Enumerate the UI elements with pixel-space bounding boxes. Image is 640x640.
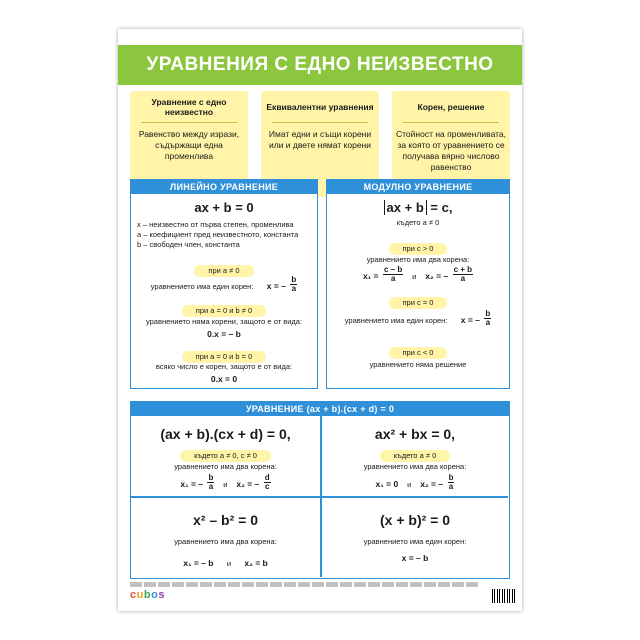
poster-title: УРАВНЕНИЯ С ЕДНО НЕИЗВЕСТНО: [118, 45, 522, 85]
case-formula: 0.x = – b: [207, 329, 241, 339]
modular-equation: ax + b = c,: [327, 200, 509, 215]
definition-divider: [141, 122, 238, 123]
case-tag: при c = 0: [389, 297, 448, 309]
perfect-square-root: x = – b: [401, 553, 429, 563]
definition-text: Стойност на променливата, за която от уравнението се получава вярно числово равенство: [396, 129, 506, 172]
case-text: уравнението има един корен:: [150, 282, 254, 291]
quadratic-roots: x₁ = 0 и x₂ = – $\frac{b}{a}$: [375, 473, 454, 492]
modular-panel-header: МОДУЛНО УРАВНЕНИЕ: [327, 180, 509, 194]
definition-text: Имат едни и същи корени или и двете нямат корени: [268, 129, 372, 150]
case-text: уравнението няма корени, защото е от вида:: [145, 317, 303, 326]
brand-logo: cubos: [130, 589, 165, 601]
legend-a: a – коефициент пред неизвестното, константа: [137, 230, 299, 239]
barcode: [492, 589, 516, 603]
linear-equation: ax + b = 0: [194, 200, 254, 215]
definition-text: Равенство между изрази, съдържащи една променлива: [138, 129, 240, 161]
modular-case2-row: уравнението има един корен: x = – $\frac{b}{a}$: [344, 309, 491, 328]
case-tag: където a ≠ 0: [380, 450, 451, 462]
case-text: уравнението има два корена:: [363, 462, 467, 471]
case-tag: при a = 0 и b = 0: [182, 351, 267, 363]
quadratic-incomplete-equation: ax² + bx = 0,: [374, 426, 456, 442]
case-text: уравнението има два корена:: [174, 462, 277, 471]
poster: [118, 29, 522, 611]
case-text: уравнението има един корен:: [363, 537, 467, 546]
case-formula: 0.x = 0: [210, 374, 238, 384]
product-equation-panel: [130, 401, 510, 579]
case-text: всяко число е корен, защото е от вида:: [155, 362, 293, 371]
case-text: уравнението няма решение: [369, 360, 467, 369]
horizontal-divider: [131, 496, 508, 498]
perfect-square-equation: (x + b)² = 0: [379, 512, 451, 528]
definition-divider: [403, 122, 500, 123]
legend-b: b – свободен член, константа: [137, 240, 240, 249]
product-roots: x₁ = – $\frac{b}{a}$ и x₂ = – $\frac{d}{c}$: [180, 473, 270, 492]
modular-two-roots: x₁ = $\frac{c - b}{a}$ и x₂ = – $\frac{c + b}{a}$: [362, 265, 473, 284]
legend-x: x – неизвестно от първа степен, променлива: [137, 220, 294, 229]
root-lhs: x = –: [266, 281, 286, 291]
case-tag: при a = 0 и b ≠ 0: [182, 305, 266, 317]
definition-title: Еквивалентни уравнения: [266, 102, 374, 112]
linear-equation-panel: [130, 179, 318, 389]
modular-equation-panel: [326, 179, 510, 389]
definition-title: Корен, решение: [417, 102, 485, 112]
case-text: уравнението има два корена:: [174, 537, 277, 546]
linear-case1-row: [131, 276, 317, 294]
case-tag: където a ≠ 0, c ≠ 0: [180, 450, 271, 462]
definition-divider: [272, 122, 369, 123]
definition-title: Уравнение с едно неизвестно: [151, 97, 227, 117]
product-panel-header: УРАВНЕНИЕ (ax + b).(cx + d) = 0: [131, 402, 509, 416]
fine-print: [130, 582, 480, 587]
linear-legend: [137, 220, 315, 250]
case-tag: при c > 0: [389, 243, 448, 255]
difference-roots: x₁ = – b и x₂ = b: [183, 558, 268, 568]
linear-panel-header: ЛИНЕЙНО УРАВНЕНИЕ: [131, 180, 317, 194]
case-text: уравнението има два корена:: [366, 255, 470, 264]
fraction: $\frac{b}{a}$: [291, 275, 297, 294]
difference-of-squares-equation: x² – b² = 0: [193, 512, 258, 528]
product-equation: (ax + b).(cx + d) = 0,: [160, 426, 291, 442]
case-tag: при a ≠ 0: [194, 265, 253, 277]
modular-where: където a ≠ 0: [396, 218, 440, 227]
case-tag: при c < 0: [389, 347, 448, 359]
